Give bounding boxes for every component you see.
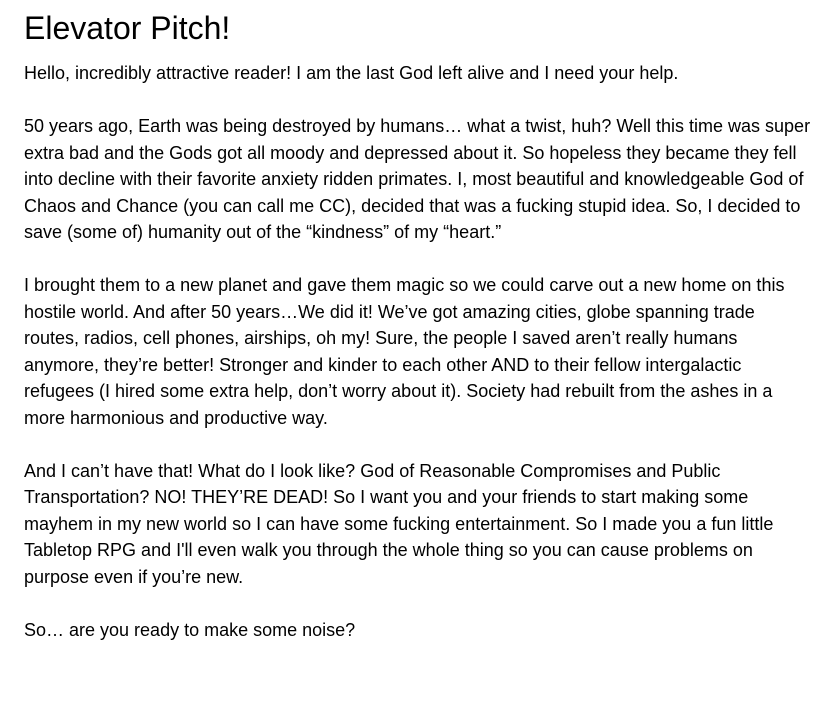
document-body [24,60,811,643]
paragraph-new-world: I brought them to a new planet and gave them magic so we could carve out a new home on this hostile world. And after 50 years…We did it! We’ve got amazing cities, globe spanning trade routes, radios, cell phones, airships, oh my! Sure, the people I saved aren’t really humans anymore, they’re better! Stronger and kinder to each other AND to their fellow intergalactic refugees (I hired some extra help, don’t worry about it). Society had rebuilt from the ashes in a more harmonious and productive way. [24,275,785,428]
paragraph-closing: So… are you ready to make some noise? [24,619,356,640]
document-title: Elevator Pitch! [24,10,231,46]
paragraph-backstory: 50 years ago, Earth was being destroyed by humans… what a twist, huh? Well this time was super extra bad and the Gods got all moody and depressed about it. So hopeless they became they fell into decline with their favorite anxiety ridden primates. I, most beautiful and knowledgeable God of Chaos and Chance (you can call me CC), decided that was a fucking stupid idea. So, I decided to save (some of) humanity out of the “kindness” of my “heart.” [24,116,811,242]
paragraph-call-to-action: And I can’t have that! What do I look like? God of Reasonable Compromises and Public Transportation? NO! THEY’RE DEAD! So I want you and your friends to start making some mayhem in my new world so I can have some fucking entertainment. So I made you a fun little Tabletop RPG and I'll even walk you through the whole thing so you can cause problems on purpose even if you’re new. [24,460,774,587]
paragraph-intro: Hello, incredibly attractive reader! I am the last God left alive and I need your help. [24,63,679,83]
